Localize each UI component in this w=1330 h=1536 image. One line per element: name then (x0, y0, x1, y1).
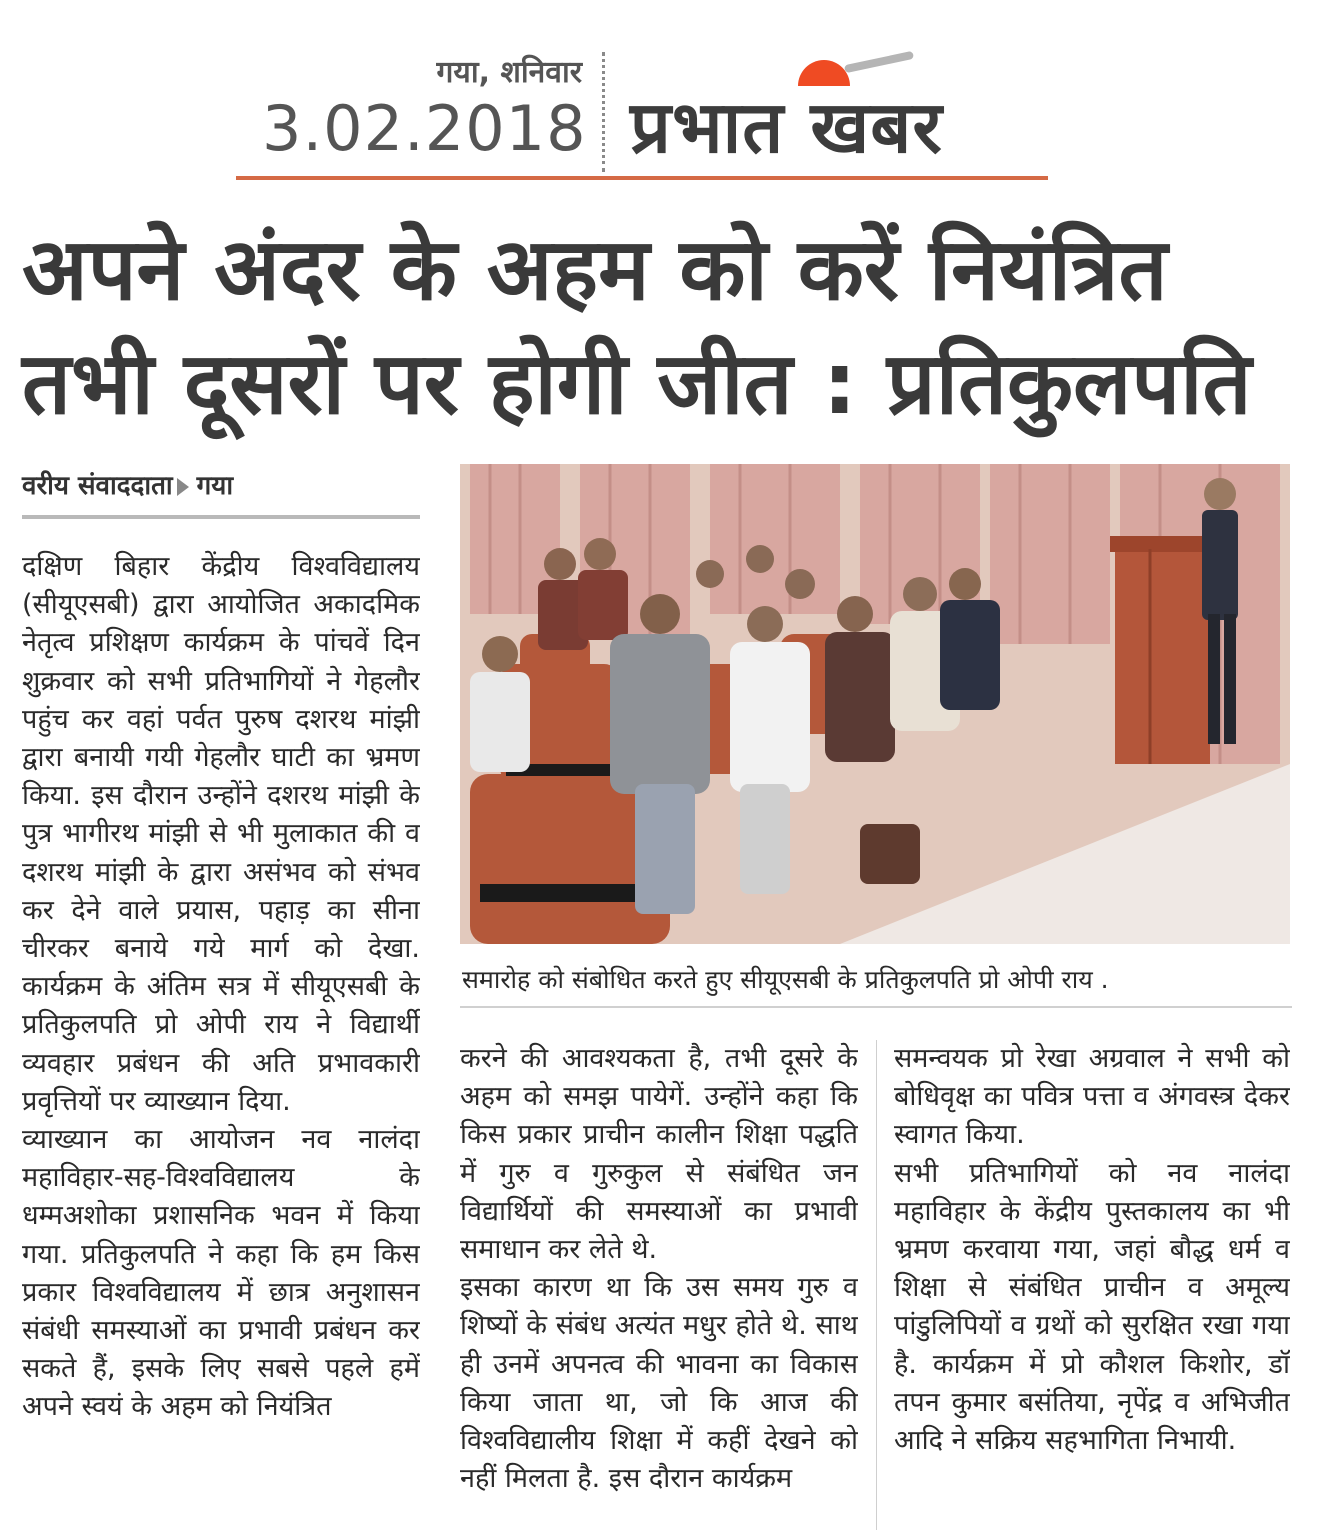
article-column-middle (460, 1040, 858, 1532)
paragraph: व्याख्यान का आयोजन नव नालंदा महाविहार-सह-विश्वविद्यालय के धम्मअशोका प्रशासनिक भवन में किया गया. प्रतिकुलपति ने कहा कि हम किस प्रकार विश्वविद्यालय में छात्र अनुशासन संबंधी समस्याओं का प्रभावी प्रबंधन कर सकते हैं, इसके लिए सबसे पहले हमें अपने स्वयं के अहम को नियंत्रित (22, 1124, 420, 1423)
paragraph: इसका कारण था कि उस समय गुरु व शिष्यों के संबंध अत्यंत मधुर होते थे. साथ ही उनमें अपनत्व की भावना का विकास किया जाता था, जो कि आज की विश्वविद्यालीय शिक्षा में कहीं देखने को नहीं मिलता है. इस दौरान कार्यक्रम (460, 1272, 858, 1495)
headline-line-1: अपने अंदर के अहम को करें नियंत्रित (22, 220, 1168, 320)
masthead (0, 0, 1330, 190)
headline-line-2: तभी दूसरों पर होगी जीत : प्रतिकुलपति (22, 334, 1252, 434)
paragraph: दक्षिण बिहार केंद्रीय विश्वविद्यालय (सीयूएसबी) द्वारा आयोजित अकादमिक नेतृत्व प्रशिक्षण कार्यक्रम के पांचवें दिन शुक्रवार को सभी प्रतिभागियों ने गेहलौर पहुंच कर वहां पर्वत पुरुष दशरथ मांझी द्वारा बनायी गयी गेहलौर घाटी का भ्रमण किया. इस दौरान उन्होंने दशरथ मांझी के पुत्र भागीरथ मांझी से भी मुलाकात की व दशरथ मांझी के द्वारा असंभव को संभव कर देने वाले प्रयास, पहाड़ का सीना चीरकर बनाये गये मार्ग को देखा. कार्यक्रम के अंतिम सत्र में सीयूएसबी के प्रतिकुलपति प्रो ओपी राय ने विद्यार्थी व्यवहार प्रबंधन की अति प्रभावकारी प्रवृत्तियों पर व्याख्यान दिया. (22, 551, 420, 1117)
caption-rule (460, 1006, 1292, 1008)
paragraph: समन्वयक प्रो रेखा अग्रवाल ने सभी को बोधिवृक्ष का पवित्र पत्ता व अंगवस्त्र देकर स्वागत किया. (894, 1043, 1290, 1151)
newspaper-name: प्रभात खबर (630, 85, 943, 169)
paragraph: सभी प्रतिभागियों को नव नालंदा महाविहार के केंद्रीय पुस्तकालय का भी भ्रमण करवाया गया, जहां बौद्ध धर्म व शिक्षा से संबंधित प्राचीन व अमूल्य पांडुलिपियों व ग्रथों को सुरक्षित रखा गया है. कार्यक्रम में प्रो कौशल किशोर, डॉ तपन कुमार बसंतिया, नृपेंद्र व अभिजीत आदि ने सक्रिय सहभागिता निभायी. (894, 1157, 1290, 1457)
byline-rule (22, 515, 420, 519)
masthead-rule (236, 176, 1048, 180)
column-separator (876, 1040, 877, 1530)
seminar-photo-illustration (460, 464, 1290, 944)
photo-caption: समारोह को संबोधित करते हुए सीयूएसबी के प्रतिकुलपति प्रो ओपी राय . (462, 965, 1109, 994)
dateline-city-day: गया, शनिवार (436, 55, 582, 90)
byline-place: गया (196, 471, 234, 501)
bird-wing-icon (844, 51, 914, 73)
article-column-left (22, 548, 420, 1532)
article-column-right (894, 1040, 1290, 1532)
publication-date: 3.02.2018 (262, 92, 587, 165)
news-photo (460, 464, 1290, 944)
masthead-divider (602, 52, 605, 172)
reporter: वरीय संवाददाता (22, 471, 173, 501)
play-arrow-icon (177, 478, 189, 496)
paragraph: करने की आवश्यकता है, तभी दूसरे के अहम को समझ पायेगें. उन्होंने कहा कि किस प्रकार प्राचीन कालीन शिक्षा पद्धति में गुरु व गुरुकुल से संबंधित जन विद्यार्थियों की समस्याओं का प्रभावी समाधान कर लेते थे. (460, 1043, 858, 1266)
newspaper-logo (630, 48, 1050, 168)
byline (22, 466, 422, 502)
